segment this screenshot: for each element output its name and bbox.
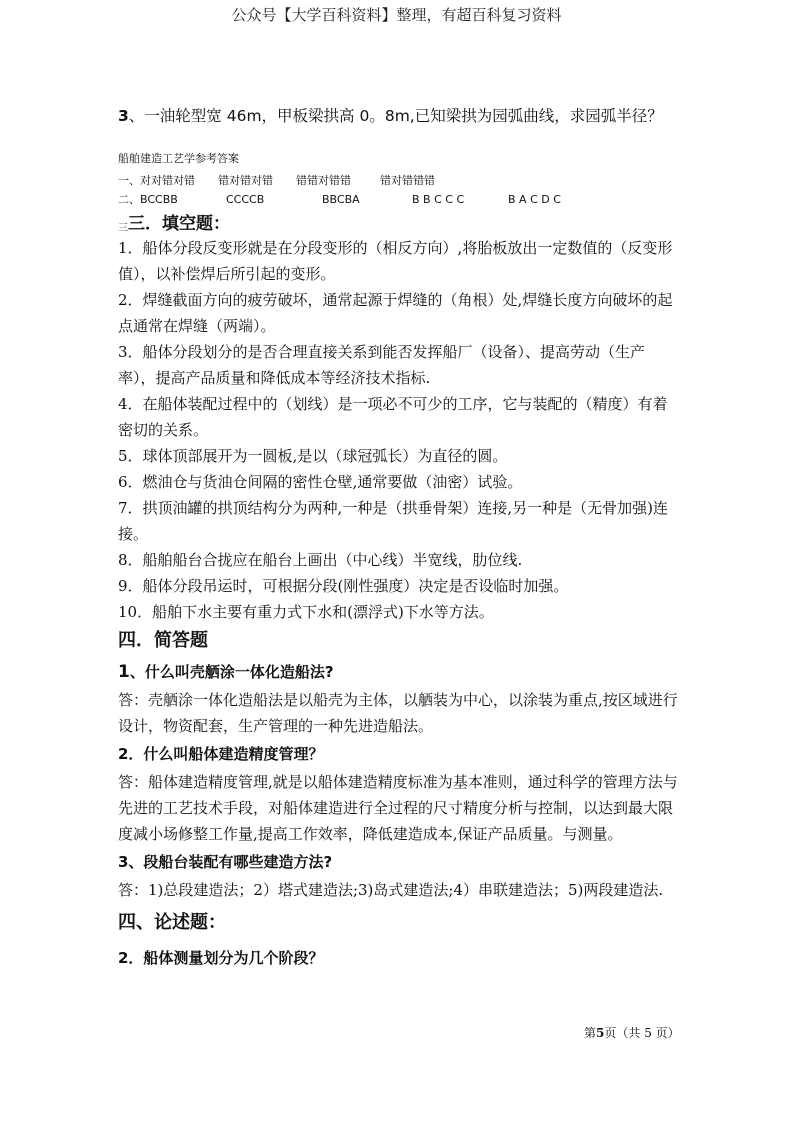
question-3-text: 、一油轮型宽 46m，甲板梁拱高 0。8m,已知梁拱为园弧曲线，求园弧半径？: [128, 107, 663, 125]
question-3: [118, 104, 663, 126]
section-3-prefix: 三: [118, 223, 128, 234]
answer-key-title: 船舶建造工艺学参考答案: [118, 152, 239, 165]
answer-group: B B C C C: [412, 193, 465, 206]
answer-group: 对对错对错: [140, 174, 195, 187]
answer-row-1: [118, 172, 435, 188]
fill-item: 2．焊缝截面方向的疲劳破坏，通常起源于焊缝的（角根）处,焊缝长度方向破坏的起点通常在焊缝（两端）。: [118, 291, 673, 335]
question-heading: 2．船体测量划分为几个阶段？: [118, 949, 324, 967]
fill-item: 9．船体分段吊运时，可根据分段(刚性强度）决定是否设临时加强。: [118, 577, 569, 595]
question-3-number: 3: [118, 107, 129, 125]
fill-item: 5．球体顶部展开为一圆板,是以（球冠弧长）为直径的圆。: [118, 447, 508, 465]
page-footer: [584, 1024, 680, 1041]
answer-group: 错对错对错: [218, 174, 273, 187]
answer-group: BBCBA: [322, 193, 360, 206]
answer-group: 错错对错错: [296, 174, 351, 187]
question-number: 1: [118, 662, 130, 682]
answer-row-2-prefix: 二、: [118, 193, 140, 206]
fill-item: 10．船舶下水主要有重力式下水和(漂浮式)下水等方法。: [118, 603, 494, 621]
section-3-title: 三．填空题：: [128, 214, 230, 234]
answer-group: CCCCB: [226, 193, 265, 206]
footer-post: 页（共 5 页）: [604, 1026, 680, 1040]
answer-row-2: [118, 191, 561, 207]
section-3-heading: [118, 209, 230, 234]
section-5-title: 四、论述题：: [118, 912, 226, 933]
answer-row-1-prefix: 一、: [118, 174, 140, 187]
answer-text: 答：船体建造精度管理,就是以船体建造精度标准为基本准则，通过科学的管理方法与先进的工艺技术手段，对船体建造进行全过程的尺寸精度分析与控制，以达到最大限度减小场修整工作量,提高工作效率，降低建造成本,保证产品质量。与测量。: [118, 773, 678, 843]
page-header: 公众号【大学百科资料】整理，有超百科复习资料: [231, 6, 562, 24]
question-heading: 2．什么叫船体建造精度管理？: [118, 745, 324, 763]
answer-text: 答：1)总段建造法；2）塔式建造法;3)岛式建造法;4）串联建造法；5)两段建造法.: [118, 881, 664, 899]
fill-item: 4．在船体装配过程中的（划线）是一项必不可少的工序，它与装配的（精度）有着密切的关系。: [118, 395, 668, 439]
footer-pre: 第: [584, 1026, 597, 1040]
fill-item: 6．燃油仓与货油仓间隔的密性仓壁,通常要做（油密）试验。: [118, 473, 523, 491]
question-title: 、什么叫壳舾涂一体化造船法?: [129, 663, 334, 681]
fill-item: 8．船舶船台合拢应在船台上画出（中心线）半宽线，肋位线.: [118, 551, 523, 569]
fill-item: 1．船体分段反变形就是在分段变形的（相反方向）,将胎板放出一定数值的（反变形值），以补偿焊后所引起的变形。: [118, 239, 673, 283]
question-heading: 3、段船台装配有哪些建造方法?: [118, 853, 333, 871]
fill-item: 3．船体分段划分的是否合理直接关系到能否发挥船厂（设备）、提高劳动（生产率），提高产品质量和降低成本等经济技术指标.: [118, 343, 646, 387]
section-4-title: 四．简答题: [118, 630, 208, 651]
answer-group: BCCBB: [140, 193, 178, 206]
answer-text: 答：壳舾涂一体化造船法是以船壳为主体，以舾装为中心，以涂装为重点,按区域进行设计，物资配套，生产管理的一种先进造船法。: [118, 691, 678, 735]
answer-group: B A C D C: [508, 193, 561, 206]
question-heading: [118, 657, 678, 687]
answer-group: 错对错错错: [380, 174, 435, 187]
fill-item: 7．拱顶油罐的拱顶结构分为两种,一种是（拱垂骨架）连接,另一种是（无骨加强)连接。: [118, 499, 668, 543]
document-body: [118, 235, 678, 973]
footer-page-number: 5: [596, 1026, 605, 1040]
